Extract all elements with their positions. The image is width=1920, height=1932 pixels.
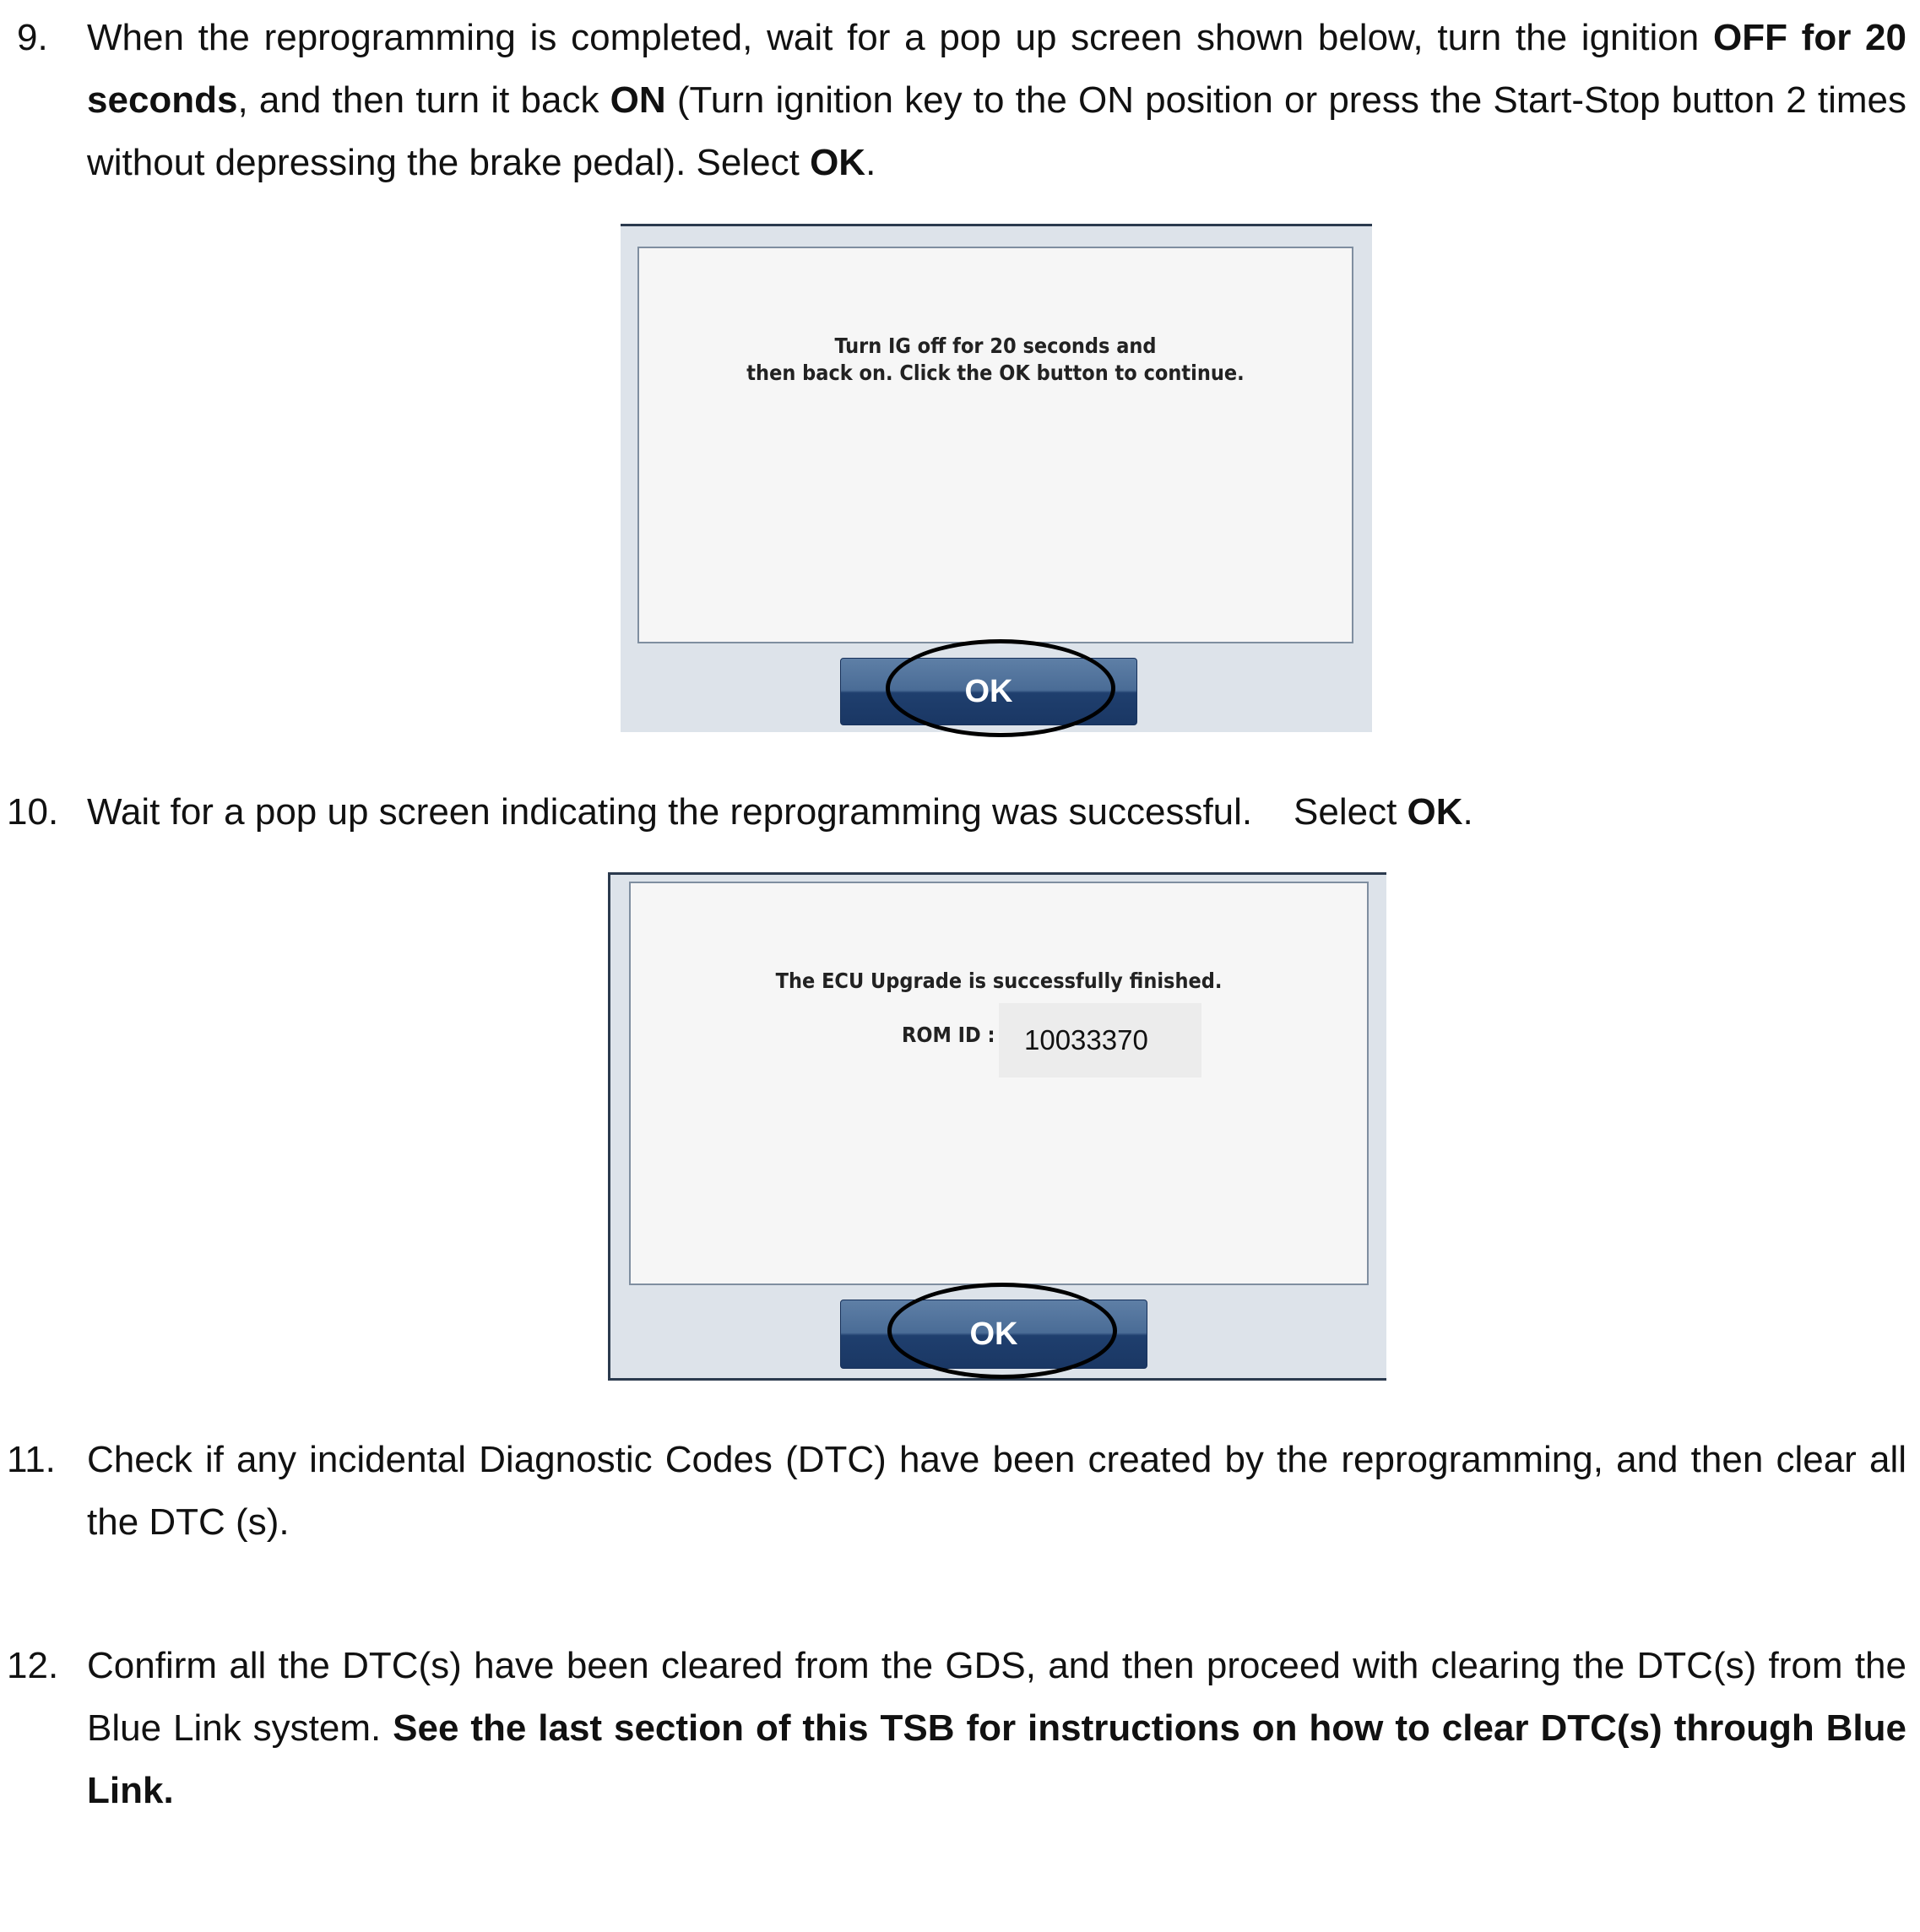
ignition-dialog-screenshot [621, 224, 1372, 732]
ok-button[interactable] [840, 658, 1137, 725]
step-text: When the reprogramming is completed, wait for a pop up screen shown below, turn the ignition OFF for 20 seconds, and then turn it back ON (Turn ignition key to the ON position or press the Start-Stop button 2 times without depressing the brake pedal). Select OK. [87, 17, 1906, 183]
success-dialog-screenshot [608, 872, 1386, 1381]
step-text: Check if any incidental Diagnostic Codes (DTC) have been created by the reprogramming, and then clear all the DTC (s). [87, 1439, 1906, 1543]
ok-button-label: OK [969, 1316, 1018, 1352]
step-text: Wait for a pop up screen indicating the reprogramming was successful. Select OK. [87, 791, 1473, 833]
step-number: 9. [17, 17, 48, 58]
step-number: 12. [7, 1645, 59, 1686]
step-number: 11. [7, 1439, 56, 1480]
step-text: Confirm all the DTC(s) have been cleared from the GDS, and then proceed with clearing the DTC(s) from the Blue Link system. See the last section of this TSB for instructions on how to clear DTC(s) through Blue Link. [87, 1645, 1906, 1811]
ok-button-label: OK [964, 673, 1013, 709]
ok-button[interactable] [840, 1300, 1147, 1369]
dialog-message-panel [629, 882, 1369, 1285]
success-message: The ECU Upgrade is successfully finished. [775, 969, 1223, 993]
rom-id-label: ROM ID : [902, 1023, 995, 1047]
dialog-message-line2: then back on. Click the OK button to continue. [746, 361, 1245, 385]
step-number: 10. [7, 791, 59, 833]
rom-id-value: 10033370 [999, 1003, 1201, 1077]
dialog-message-line1: Turn IG off for 20 seconds and [834, 334, 1157, 358]
dialog-message-panel [637, 247, 1353, 643]
